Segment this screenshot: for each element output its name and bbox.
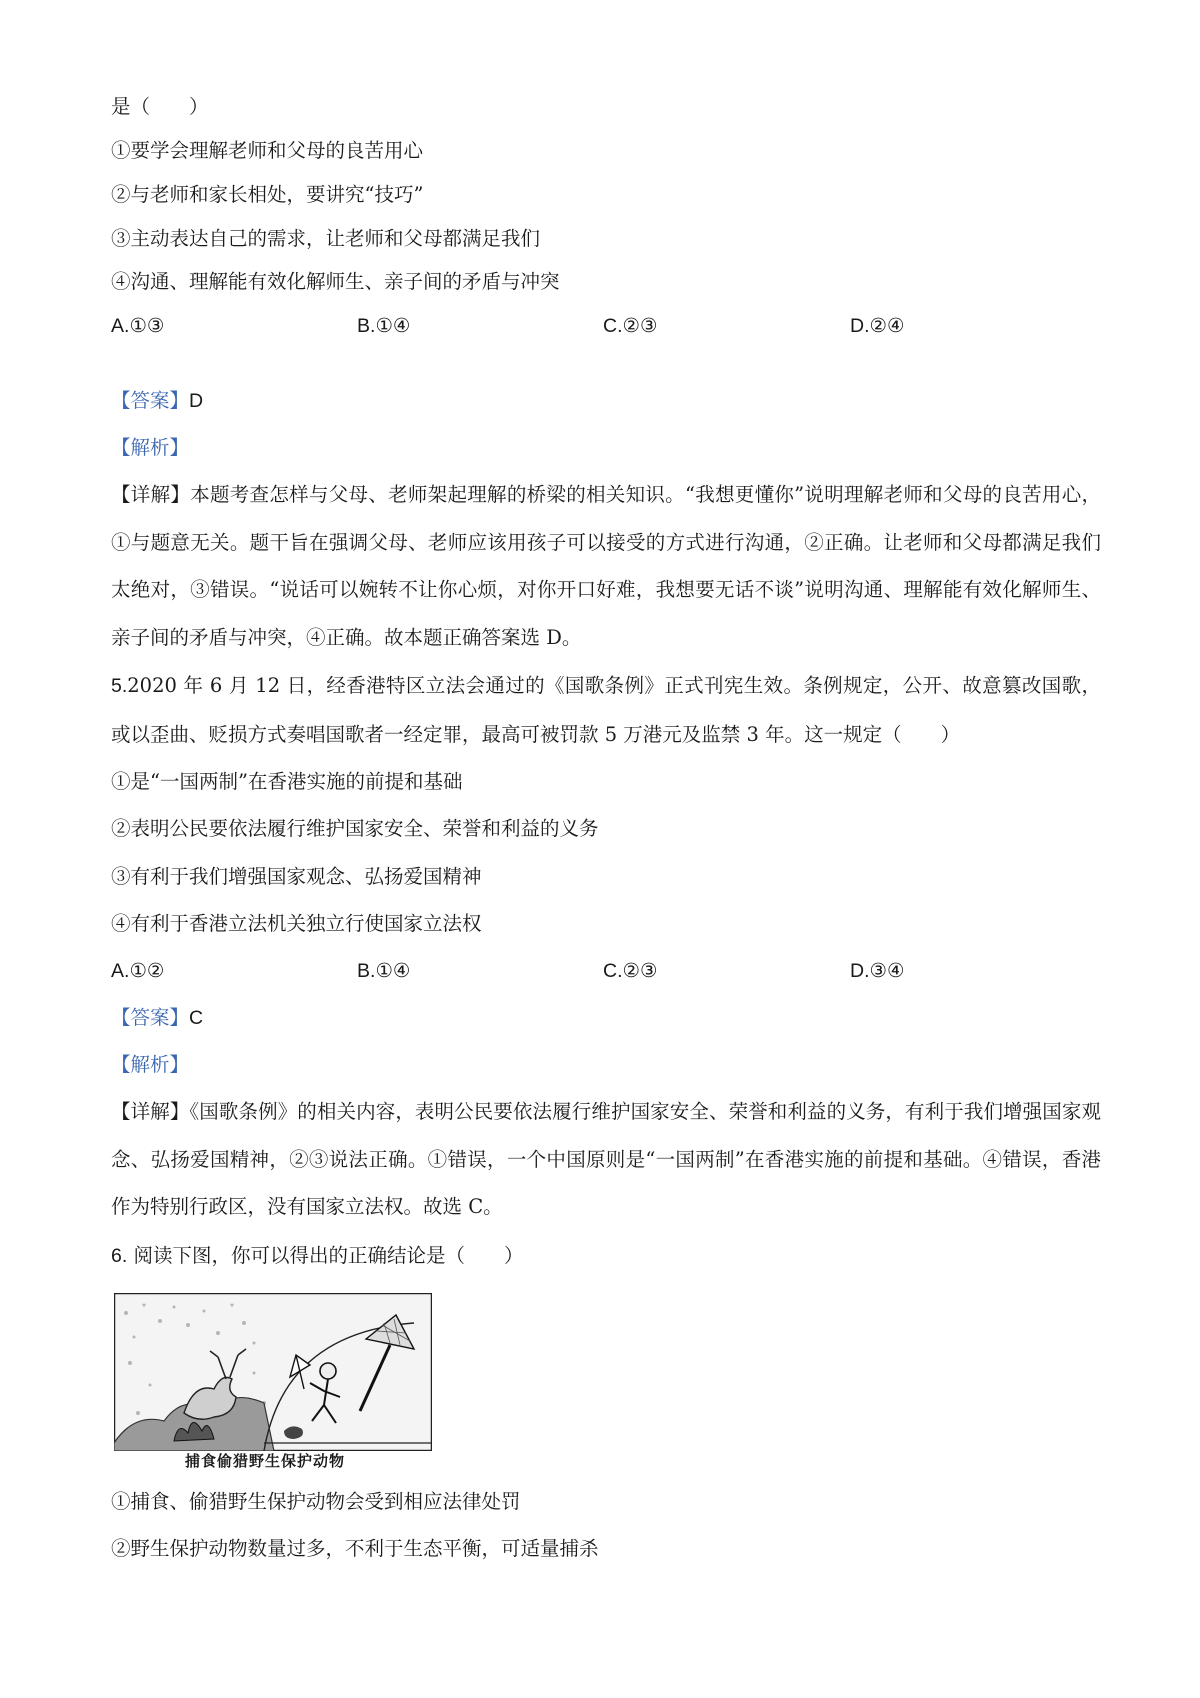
q5-option-c-text: ②③ <box>622 959 658 982</box>
q4-option-a <box>111 313 164 339</box>
q4-option-a-text: ①③ <box>129 314 165 337</box>
q4-analysis-tag: 【解析】 <box>111 436 190 459</box>
q5-answer-tag: 【答案】 <box>111 1006 190 1029</box>
q5-analysis-tag: 【解析】 <box>111 1053 190 1076</box>
q4-option-c-letter: C. <box>603 315 623 337</box>
q4-detail-paragraph <box>111 471 1101 661</box>
q4-answer <box>111 388 203 414</box>
q4-option-b-text: ①④ <box>375 314 411 337</box>
q4-detail-tag: 【详解】 <box>111 483 191 506</box>
q5-statement-3: ③有利于我们增强国家观念、弘扬爱国精神 <box>111 865 482 888</box>
q4-option-d <box>850 313 904 339</box>
q4-option-b-letter: B. <box>357 315 376 337</box>
q4-statement-1: ①要学会理解老师和父母的良苦用心 <box>111 139 424 162</box>
q4-answer-value: D <box>189 390 204 412</box>
q4-option-a-letter: A. <box>111 315 130 337</box>
q4-option-b <box>357 313 410 339</box>
q4-analysis-heading <box>111 435 189 461</box>
q6-number: 6. <box>111 1245 128 1267</box>
q5-number: 5. <box>111 675 128 697</box>
q4-statement-3: ③主动表达自己的需求，让老师和父母都满足我们 <box>111 227 541 250</box>
q5-detail-paragraph <box>111 1088 1101 1231</box>
q4-statement-2: ②与老师和家长相处，要讲究“技巧” <box>111 183 424 206</box>
q5-option-c-letter: C. <box>603 960 623 982</box>
q5-option-b <box>357 958 410 984</box>
q5-option-b-letter: B. <box>357 960 376 982</box>
q5-option-b-text: ①④ <box>375 959 411 982</box>
q6-statement-2: ②野生保护动物数量过多，不利于生态平衡，可适量捕杀 <box>111 1537 599 1560</box>
q6-statement-1: ①捕食、偷猎野生保护动物会受到相应法律处罚 <box>111 1490 521 1513</box>
q4-detail-text: 本题考查怎样与父母、老师架起理解的桥梁的相关知识。“我想更懂你”说明理解老师和父母的良苦用心，①与题意无关。题干旨在强调父母、老师应该用孩子可以接受的方式进行沟通，②正确。让老师和父母都满足我们太绝对，③错误。“说话可以婉转不让你心烦，对你开口好难，我想要无话不谈”说明沟通、理解能有效化解师生、亲子间的矛盾与冲突，④正确。故本题正确答案选 D。 <box>111 483 1101 649</box>
q4-stem-tail: 是（ ） <box>111 95 209 118</box>
q5-statement-2: ②表明公民要依法履行维护国家安全、荣誉和利益的义务 <box>111 817 599 840</box>
q5-stem-text: 2020 年 6 月 12 日，经香港特区立法会通过的《国歌条例》正式刊宪生效。条例规定，公开、故意篡改国歌，或以歪曲、贬损方式奏唱国歌者一经定罪，最高可被罚款 5 万港元及监禁 3 年。这一规定（ ） <box>111 674 1101 746</box>
q5-analysis-heading <box>111 1052 189 1078</box>
q4-statement-4: ④沟通、理解能有效化解师生、亲子间的矛盾与冲突 <box>111 270 560 293</box>
q4-answer-tag: 【答案】 <box>111 389 190 412</box>
q5-statement-4: ④有利于香港立法机关独立行使国家立法权 <box>111 912 482 935</box>
q4-option-d-letter: D. <box>850 315 870 337</box>
q6-stem <box>111 1243 523 1269</box>
q5-option-d-text: ③④ <box>869 959 905 982</box>
q6-stem-text: 阅读下图，你可以得出的正确结论是（ ） <box>133 1244 524 1267</box>
q5-answer <box>111 1005 203 1031</box>
q5-option-d <box>850 958 904 984</box>
q4-option-d-text: ②④ <box>869 314 905 337</box>
poaching-cartoon-illustration <box>114 1293 432 1451</box>
q5-option-a-text: ①② <box>129 959 165 982</box>
q5-answer-value: C <box>189 1007 204 1029</box>
figure-caption: 捕食偷猎野生保护动物 <box>185 1452 346 1470</box>
q5-detail-text: 《国歌条例》的相关内容，表明公民要依法履行维护国家安全、荣誉和利益的义务，有利于我们增强国家观念、弘扬爱国精神，②③说法正确。①错误，一个中国原则是“一国两制”在香港实施的前提和基础。④错误，香港作为特别行政区，没有国家立法权。故选 C。 <box>111 1100 1101 1218</box>
q5-statement-1: ①是“一国两制”在香港实施的前提和基础 <box>111 770 463 793</box>
q5-option-c <box>603 958 657 984</box>
q5-option-d-letter: D. <box>850 960 870 982</box>
poaching-cartoon-image <box>114 1293 432 1451</box>
q5-stem-paragraph <box>111 662 1101 758</box>
q4-option-c-text: ②③ <box>622 314 658 337</box>
q5-detail-tag: 【详解】 <box>111 1100 190 1123</box>
q5-option-a <box>111 958 164 984</box>
q5-option-a-letter: A. <box>111 960 130 982</box>
q4-option-c <box>603 313 657 339</box>
